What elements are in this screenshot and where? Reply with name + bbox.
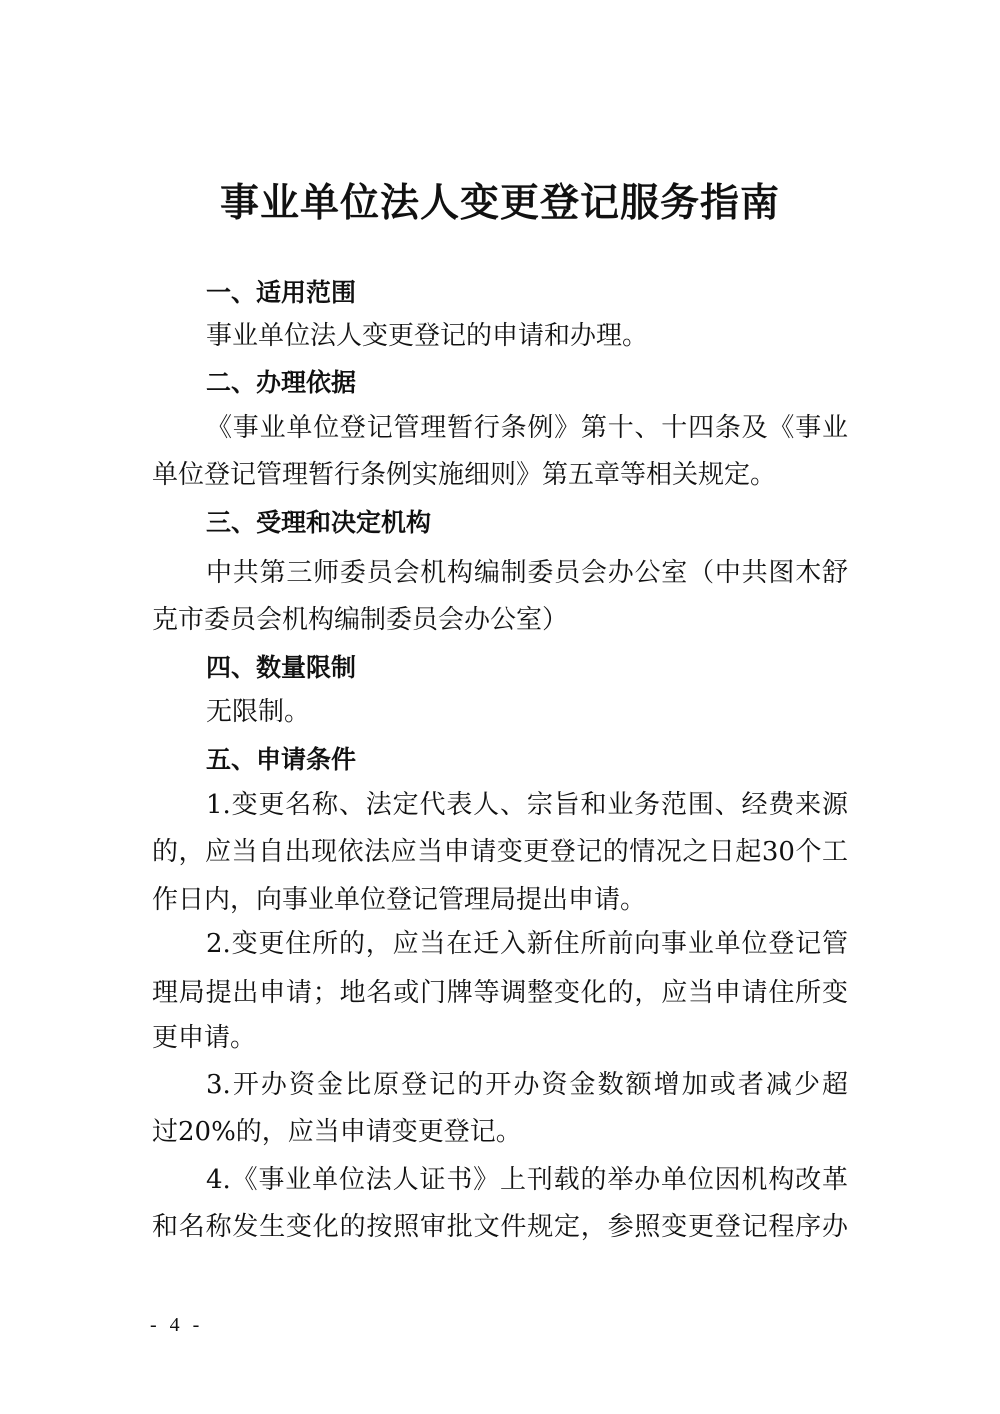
body-text: 理局提出申请；地名或门牌等调整变化的，应当申请住所变 <box>152 978 848 1008</box>
page-number: - 4 - <box>150 1314 204 1336</box>
body-text: 2.变更住所的，应当在迁入新住所前向事业单位登记管 <box>206 929 848 959</box>
body-text: 更申请。 <box>152 1023 257 1053</box>
section-heading-conditions: 五、申请条件 <box>206 745 357 774</box>
section-heading-quantity: 四、数量限制 <box>206 653 357 682</box>
section-heading-scope: 一、适用范围 <box>206 278 357 307</box>
body-text: 和名称发生变化的按照审批文件规定，参照变更登记程序办 <box>152 1212 848 1242</box>
body-text: 4.《事业单位法人证书》上刊载的举办单位因机构改革 <box>206 1165 848 1195</box>
body-text: 过20%的，应当申请变更登记。 <box>152 1117 522 1147</box>
body-text: 事业单位法人变更登记的申请和办理。 <box>206 321 649 351</box>
body-text: 无限制。 <box>206 697 311 727</box>
section-heading-authority: 三、受理和决定机构 <box>206 508 432 537</box>
body-text: 单位登记管理暂行条例实施细则》第五章等相关规定。 <box>152 460 777 490</box>
body-text: 3.开办资金比原登记的开办资金数额增加或者减少超 <box>206 1070 848 1100</box>
document-title: 事业单位法人变更登记服务指南 <box>219 180 780 226</box>
section-heading-basis: 二、办理依据 <box>206 368 357 397</box>
body-text: 1.变更名称、法定代表人、宗旨和业务范围、经费来源 <box>206 790 848 820</box>
body-text: 《事业单位登记管理暂行条例》第十、十四条及《事业 <box>206 413 848 443</box>
body-text: 的，应当自出现依法应当申请变更登记的情况之日起30个工 <box>152 837 848 867</box>
body-text: 作日内，向事业单位登记管理局提出申请。 <box>152 885 647 915</box>
body-text: 克市委员会机构编制委员会办公室） <box>152 605 569 635</box>
body-text: 中共第三师委员会机构编制委员会办公室（中共图木舒 <box>206 558 848 588</box>
